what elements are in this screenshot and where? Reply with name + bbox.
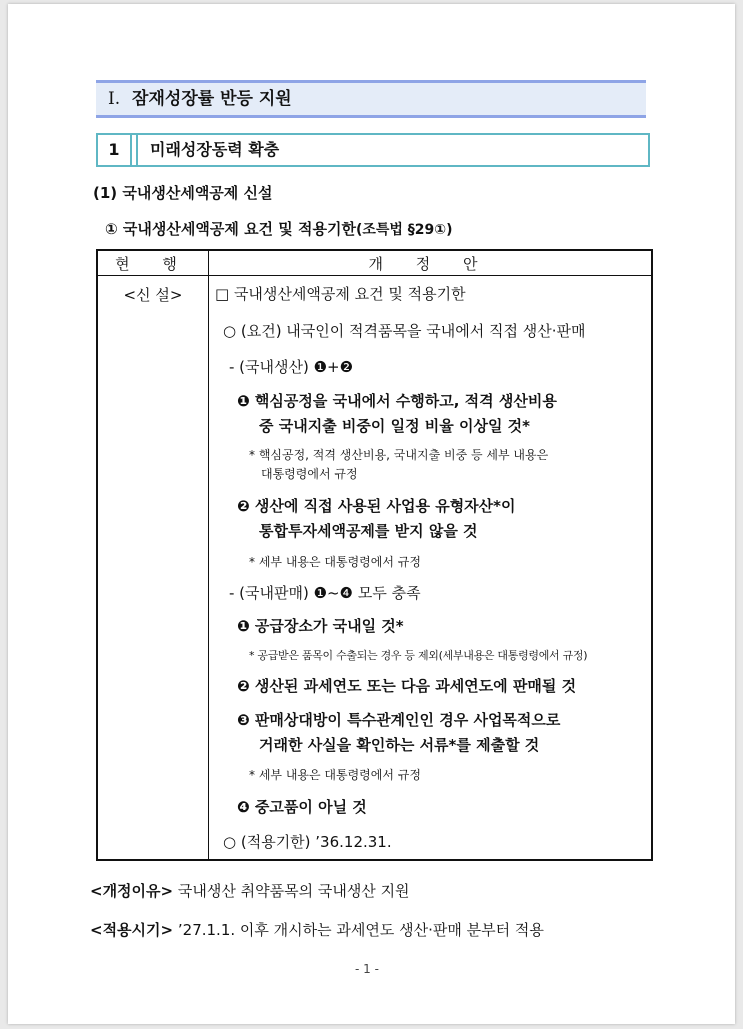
subsection-title: 미래성장동력 확충	[136, 135, 648, 165]
revised-note: 대통령령에서 규정	[261, 467, 358, 481]
revised-column-cell	[209, 276, 653, 861]
section-title: 잠재성장률 반등 지원	[132, 89, 292, 109]
revision-reason-text: 국내생산 취약품목의 국내생산 지원	[177, 882, 410, 900]
current-label: <신 설>	[123, 286, 183, 304]
revised-line: ❶ 공급장소가 국내일 것*	[237, 617, 404, 635]
revised-line: - (국내생산) ❶+❷	[229, 358, 354, 376]
comparison-table	[96, 249, 653, 861]
section-roman-numeral: Ⅰ.	[108, 89, 121, 109]
revised-note: * 세부 내용은 대통령령에서 규정	[249, 768, 421, 782]
header-current: 현 행	[97, 250, 209, 276]
revised-line: 통합투자세액공제를 받지 않을 것	[259, 522, 478, 540]
revision-reason-label: <개정이유>	[90, 882, 174, 900]
revised-line: ❷ 생산된 과세연도 또는 다음 과세연도에 판매될 것	[237, 677, 577, 695]
revised-line: □ 국내생산세액공제 요건 및 적용기한	[215, 285, 466, 303]
subsection-number: 1	[98, 135, 132, 165]
application-period	[90, 919, 544, 940]
revised-line: - (국내판매) ❶~❹ 모두 충족	[229, 584, 421, 602]
revised-line: ❸ 판매상대방이 특수관계인인 경우 사업목적으로	[237, 711, 561, 729]
revised-line: 거래한 사실을 확인하는 서류*를 제출할 것	[259, 736, 540, 754]
application-period-text: ’27.1.1. 이후 개시하는 과세연도 생산·판매 분부터 적용	[177, 921, 544, 939]
heading-level4	[105, 218, 453, 239]
application-period-label: <적용시기>	[90, 921, 174, 939]
revised-line: ❶ 핵심공정을 국내에서 수행하고, 적격 생산비용	[237, 392, 557, 410]
heading-level3: (1) 국내생산세액공제 신설	[93, 184, 273, 202]
revised-line: 중 국내지출 비중이 일정 비율 이상일 것*	[259, 417, 531, 435]
revised-line: ○ (요건) 내국인이 적격품목을 국내에서 직접 생산·판매	[223, 322, 586, 340]
page-number: - 1 -	[355, 962, 379, 976]
revised-line: ❹ 중고품이 아닐 것	[237, 798, 367, 816]
revised-line: ○ (적용기한) ’36.12.31.	[223, 833, 392, 851]
revised-note: * 핵심공정, 적격 생산비용, 국내지출 비중 등 세부 내용은	[249, 448, 549, 462]
revision-reason	[90, 880, 410, 901]
revised-line: ❷ 생산에 직접 사용된 사업용 유형자산*이	[237, 497, 516, 515]
subsection-title-bar	[96, 133, 650, 167]
current-column-cell	[97, 276, 209, 861]
header-revised: 개 정 안	[209, 250, 653, 276]
section-title-bar	[96, 80, 646, 118]
heading-level4-text: ① 국내생산세액공제 요건 및 적용기한	[105, 220, 356, 238]
revised-note: * 세부 내용은 대통령령에서 규정	[249, 555, 421, 569]
revised-note: * 공급받은 품목이 수출되는 경우 등 제외(세부내용은 대통령령에서 규정)	[249, 649, 588, 662]
law-reference: (조특법 §29①)	[355, 222, 453, 238]
